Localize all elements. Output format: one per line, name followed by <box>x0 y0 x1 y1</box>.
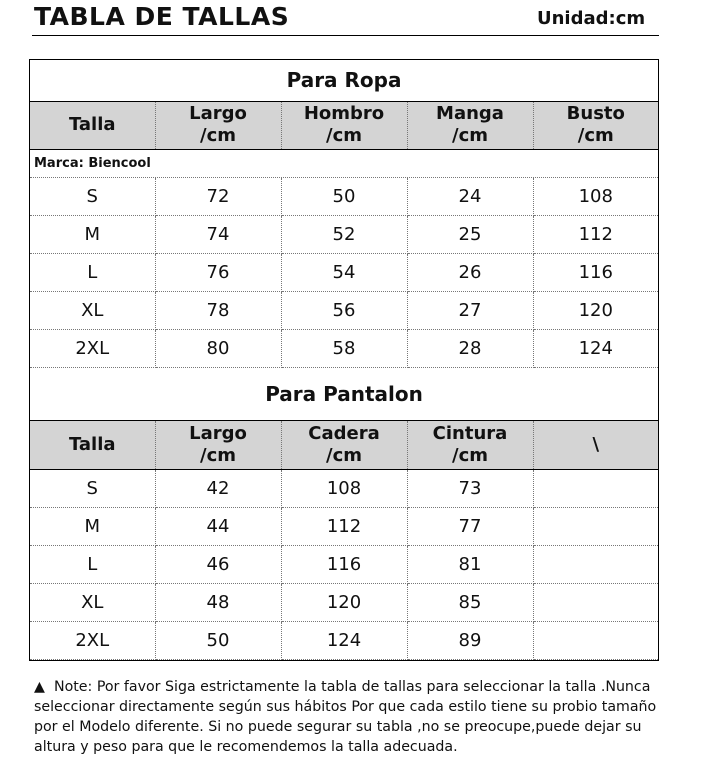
value-cell: 58 <box>281 329 407 367</box>
col-header-busto: Busto /cm <box>533 101 658 149</box>
value-cell: 80 <box>155 329 281 367</box>
value-cell: 24 <box>407 177 533 215</box>
note-text: Note: Por favor Siga estrictamente la tabla de tallas para seleccionar la talla .Nunca seleccionar directamente según sus hábitos Por que cada estilo tiene su probio tamaño por el Modelo diferente. Si no puede segurar su tabla ,no se preocupe,puede dejar su altura y peso para que le recomendemos la talla adecuada. <box>34 679 657 755</box>
table-row <box>30 291 658 329</box>
triangle-up-icon: ▲ <box>34 679 45 695</box>
value-cell: 50 <box>281 177 407 215</box>
header-row-ropa <box>30 101 658 149</box>
value-cell: 112 <box>281 507 407 545</box>
value-cell <box>533 507 658 545</box>
value-cell: 85 <box>407 583 533 621</box>
value-cell: 48 <box>155 583 281 621</box>
size-cell: M <box>30 215 155 253</box>
section-header-ropa <box>30 60 658 101</box>
page-title: TABLA DE TALLAS <box>34 2 290 31</box>
value-cell: 46 <box>155 545 281 583</box>
value-cell: 78 <box>155 291 281 329</box>
table-row <box>30 177 658 215</box>
brand-row <box>30 149 658 177</box>
value-cell: 42 <box>155 469 281 507</box>
value-cell <box>533 621 658 659</box>
size-cell: M <box>30 507 155 545</box>
section-title-ropa: Para Ropa <box>30 60 658 101</box>
value-cell: 112 <box>533 215 658 253</box>
value-cell: 72 <box>155 177 281 215</box>
section-title-pantalon: Para Pantalon <box>30 367 658 420</box>
size-cell: 2XL <box>30 621 155 659</box>
col-header-hombro: Hombro /cm <box>281 101 407 149</box>
value-cell <box>533 545 658 583</box>
value-cell: 74 <box>155 215 281 253</box>
size-cell: L <box>30 253 155 291</box>
value-cell: 28 <box>407 329 533 367</box>
value-cell: 124 <box>281 621 407 659</box>
title-divider <box>32 35 659 36</box>
value-cell: 76 <box>155 253 281 291</box>
value-cell: 124 <box>533 329 658 367</box>
table-row <box>30 215 658 253</box>
col-header-talla: Talla <box>30 420 155 469</box>
size-cell: L <box>30 545 155 583</box>
table-row <box>30 583 658 621</box>
value-cell: 27 <box>407 291 533 329</box>
value-cell: 89 <box>407 621 533 659</box>
value-cell <box>533 469 658 507</box>
value-cell: 25 <box>407 215 533 253</box>
value-cell: 120 <box>281 583 407 621</box>
col-header-largo: Largo /cm <box>155 420 281 469</box>
col-header-manga: Manga /cm <box>407 101 533 149</box>
size-note <box>34 677 664 757</box>
table-row <box>30 329 658 367</box>
value-cell: 73 <box>407 469 533 507</box>
table-row <box>30 545 658 583</box>
size-cell: 2XL <box>30 329 155 367</box>
value-cell: 108 <box>281 469 407 507</box>
header-row-pantalon <box>30 420 658 469</box>
col-header-largo: Largo /cm <box>155 101 281 149</box>
value-cell: 108 <box>533 177 658 215</box>
value-cell: 81 <box>407 545 533 583</box>
size-chart <box>29 59 659 661</box>
value-cell: 52 <box>281 215 407 253</box>
size-cell: S <box>30 469 155 507</box>
size-cell: S <box>30 177 155 215</box>
col-header-cintura: Cintura /cm <box>407 420 533 469</box>
value-cell: 50 <box>155 621 281 659</box>
table-row <box>30 469 658 507</box>
size-cell: XL <box>30 291 155 329</box>
value-cell: 120 <box>533 291 658 329</box>
size-cell: XL <box>30 583 155 621</box>
value-cell: 26 <box>407 253 533 291</box>
table-row <box>30 621 658 659</box>
value-cell: 56 <box>281 291 407 329</box>
col-header-empty: \ <box>533 420 658 469</box>
value-cell: 44 <box>155 507 281 545</box>
value-cell: 116 <box>281 545 407 583</box>
brand-label: Marca: Biencool <box>30 149 658 177</box>
value-cell: 77 <box>407 507 533 545</box>
table-row <box>30 507 658 545</box>
value-cell: 116 <box>533 253 658 291</box>
section-header-pantalon <box>30 367 658 420</box>
size-table <box>30 60 658 660</box>
table-row <box>30 253 658 291</box>
value-cell: 54 <box>281 253 407 291</box>
value-cell <box>533 583 658 621</box>
col-header-cadera: Cadera /cm <box>281 420 407 469</box>
col-header-talla: Talla <box>30 101 155 149</box>
unit-label: Unidad:cm <box>537 8 646 29</box>
